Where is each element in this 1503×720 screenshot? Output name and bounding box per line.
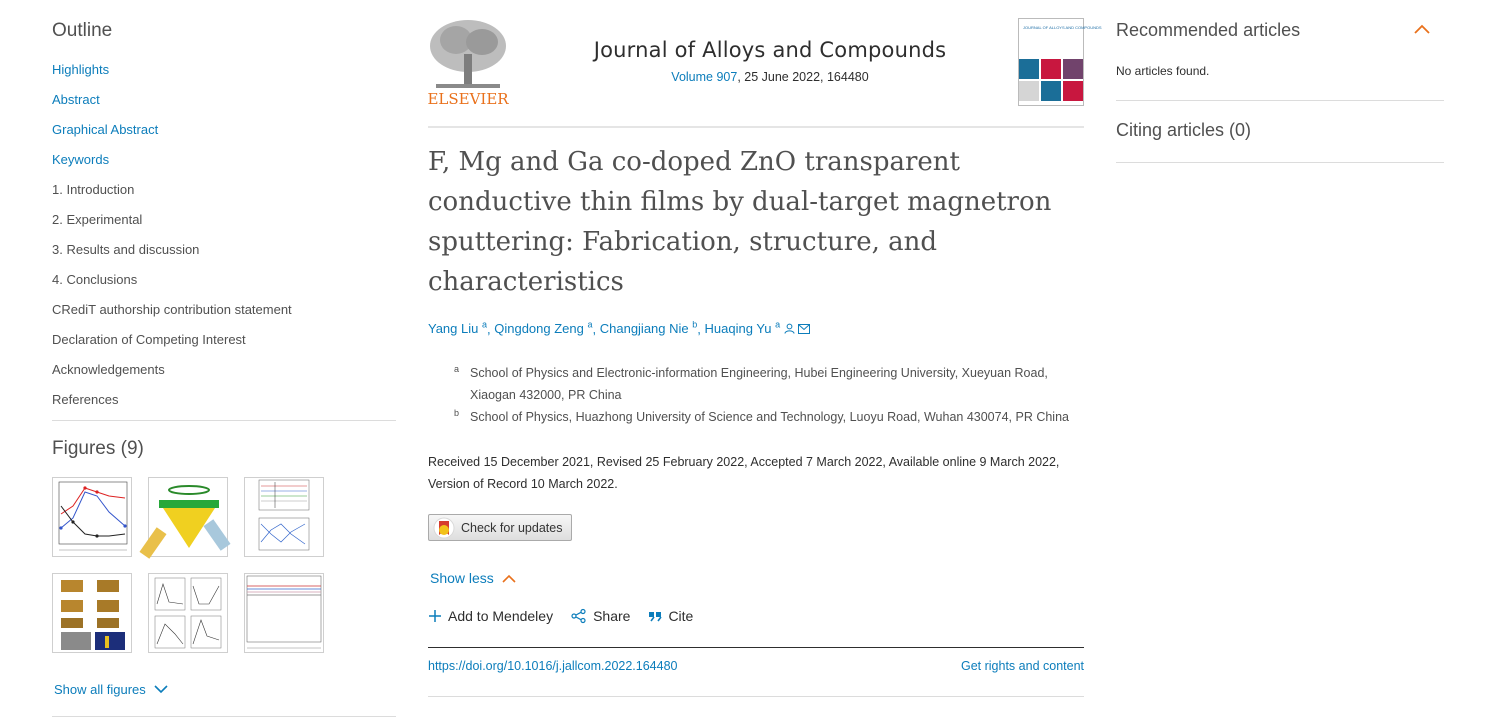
plus-icon xyxy=(428,609,442,623)
author-link[interactable]: Yang Liu $^a$ xyxy=(428,320,487,337)
quote-icon xyxy=(648,610,662,622)
citing-divider xyxy=(1116,162,1444,163)
share-button[interactable]: Share xyxy=(571,608,630,624)
outline-item-highlights[interactable]: Highlights xyxy=(52,62,110,77)
article-dates: Received 15 December 2021, Revised 25 February 2022, Accepted 7 March 2022, Available online 9 March 2022, Version of Record 10 March 2022. xyxy=(428,455,1060,491)
crossmark-icon xyxy=(433,517,455,539)
journal-meta xyxy=(520,70,1020,84)
affiliation: a School of Physics and Electronic-information Engineering, Hubei Engineering University, Xueyuan Road, Xiaogan 432000, PR China xyxy=(454,364,1048,402)
recommended-articles-title[interactable]: Recommended articles xyxy=(1116,20,1301,40)
outline-item-results[interactable]: 3. Results and discussion xyxy=(52,242,200,257)
person-icon[interactable] xyxy=(784,323,795,334)
affiliation: b School of Physics, Huazhong University of Science and Technology, Luoyu Road, Wuhan 430074, PR China xyxy=(454,408,1069,424)
header-divider xyxy=(428,126,1084,128)
check-for-updates-label: Check for updates xyxy=(461,520,563,535)
outline-item-graphical-abstract[interactable]: Graphical Abstract xyxy=(52,122,159,137)
outline-item-acknowledgements[interactable]: Acknowledgements xyxy=(52,362,165,377)
figure-thumbnail-1[interactable] xyxy=(52,477,132,557)
outline-item-conclusions[interactable]: 4. Conclusions xyxy=(52,272,138,287)
recommended-divider xyxy=(1116,100,1444,101)
share-icon xyxy=(571,609,587,623)
outline-title: Outline xyxy=(52,20,113,41)
show-all-figures-link[interactable] xyxy=(54,682,168,697)
outline-item-references[interactable]: References xyxy=(52,392,119,407)
recommended-empty-text: No articles found. xyxy=(1116,64,1210,78)
actions-divider xyxy=(428,647,1084,648)
show-less-toggle[interactable] xyxy=(430,570,516,586)
outline-sidebar xyxy=(52,0,396,653)
journal-cover[interactable] xyxy=(1018,18,1102,106)
check-for-updates-button[interactable] xyxy=(428,514,572,541)
outline-item-experimental[interactable]: 2. Experimental xyxy=(52,212,143,227)
chevron-up-icon[interactable] xyxy=(1414,24,1430,34)
cite-button[interactable]: Cite xyxy=(648,608,693,624)
journal-name[interactable]: Journal of Alloys and Compounds xyxy=(593,38,947,62)
left-bottom-divider xyxy=(52,716,396,717)
affiliations xyxy=(454,362,1094,428)
elsevier-logo[interactable] xyxy=(428,18,508,108)
author-list: Yang Liu $^a$, Qingdong Zeng $^a$, Changjiang Nie $^b$, Huaqing Yu $^a$ xyxy=(428,320,810,336)
show-all-figures-label: Show all figures xyxy=(54,682,146,697)
cover-title: JOURNAL OF ALLOYS AND COMPOUNDS xyxy=(1023,25,1102,30)
add-to-mendeley-button[interactable]: Add to Mendeley xyxy=(428,608,553,624)
elsevier-tree-icon xyxy=(428,18,508,108)
figure-thumbnail-5[interactable] xyxy=(148,573,228,653)
chevron-down-icon xyxy=(154,685,168,694)
citing-articles-title[interactable]: Citing articles (0) xyxy=(1116,120,1252,140)
outline-list xyxy=(52,55,396,415)
figure-thumbnail-6[interactable] xyxy=(244,573,324,653)
issue-info: , 25 June 2022, 164480 xyxy=(737,70,869,84)
figure-thumbnail-3[interactable] xyxy=(244,477,324,557)
outline-divider xyxy=(52,420,396,421)
outline-item-keywords[interactable]: Keywords xyxy=(52,152,110,167)
article-actions xyxy=(428,608,693,624)
author-link[interactable]: Huaqing Yu $^a$ xyxy=(704,320,781,337)
figure-thumbnail-4[interactable] xyxy=(52,573,132,653)
show-less-label: Show less xyxy=(430,570,494,586)
figure-thumbnails xyxy=(52,477,396,653)
outline-item-abstract[interactable]: Abstract xyxy=(52,92,100,107)
chevron-up-icon xyxy=(502,574,516,583)
outline-item-credit[interactable]: CRediT authorship contribution statement xyxy=(52,302,292,317)
volume-link[interactable]: Volume 907 xyxy=(671,70,738,84)
journal-block xyxy=(520,38,1020,84)
outline-item-introduction[interactable]: 1. Introduction xyxy=(52,182,135,197)
elsevier-wordmark: ELSEVIER xyxy=(427,90,509,108)
mid-bottom-divider xyxy=(428,696,1084,697)
author-link[interactable]: Changjiang Nie $^b$ xyxy=(599,320,698,337)
article-title: F, Mg and Ga co-doped ZnO transparent conductive thin films by dual-target magnetron sputtering: Fabrication, structure, and characteristics xyxy=(428,147,1052,297)
author-link[interactable]: Qingdong Zeng $^a$ xyxy=(494,320,593,337)
figure-thumbnail-2[interactable] xyxy=(148,477,228,557)
email-icon[interactable] xyxy=(798,324,810,334)
rights-link[interactable]: Get rights and content xyxy=(961,659,1084,673)
outline-item-competing-interest[interactable]: Declaration of Competing Interest xyxy=(52,332,246,347)
figures-title: Figures (9) xyxy=(52,438,144,459)
doi-link[interactable]: https://doi.org/10.1016/j.jallcom.2022.164480 xyxy=(428,659,678,673)
